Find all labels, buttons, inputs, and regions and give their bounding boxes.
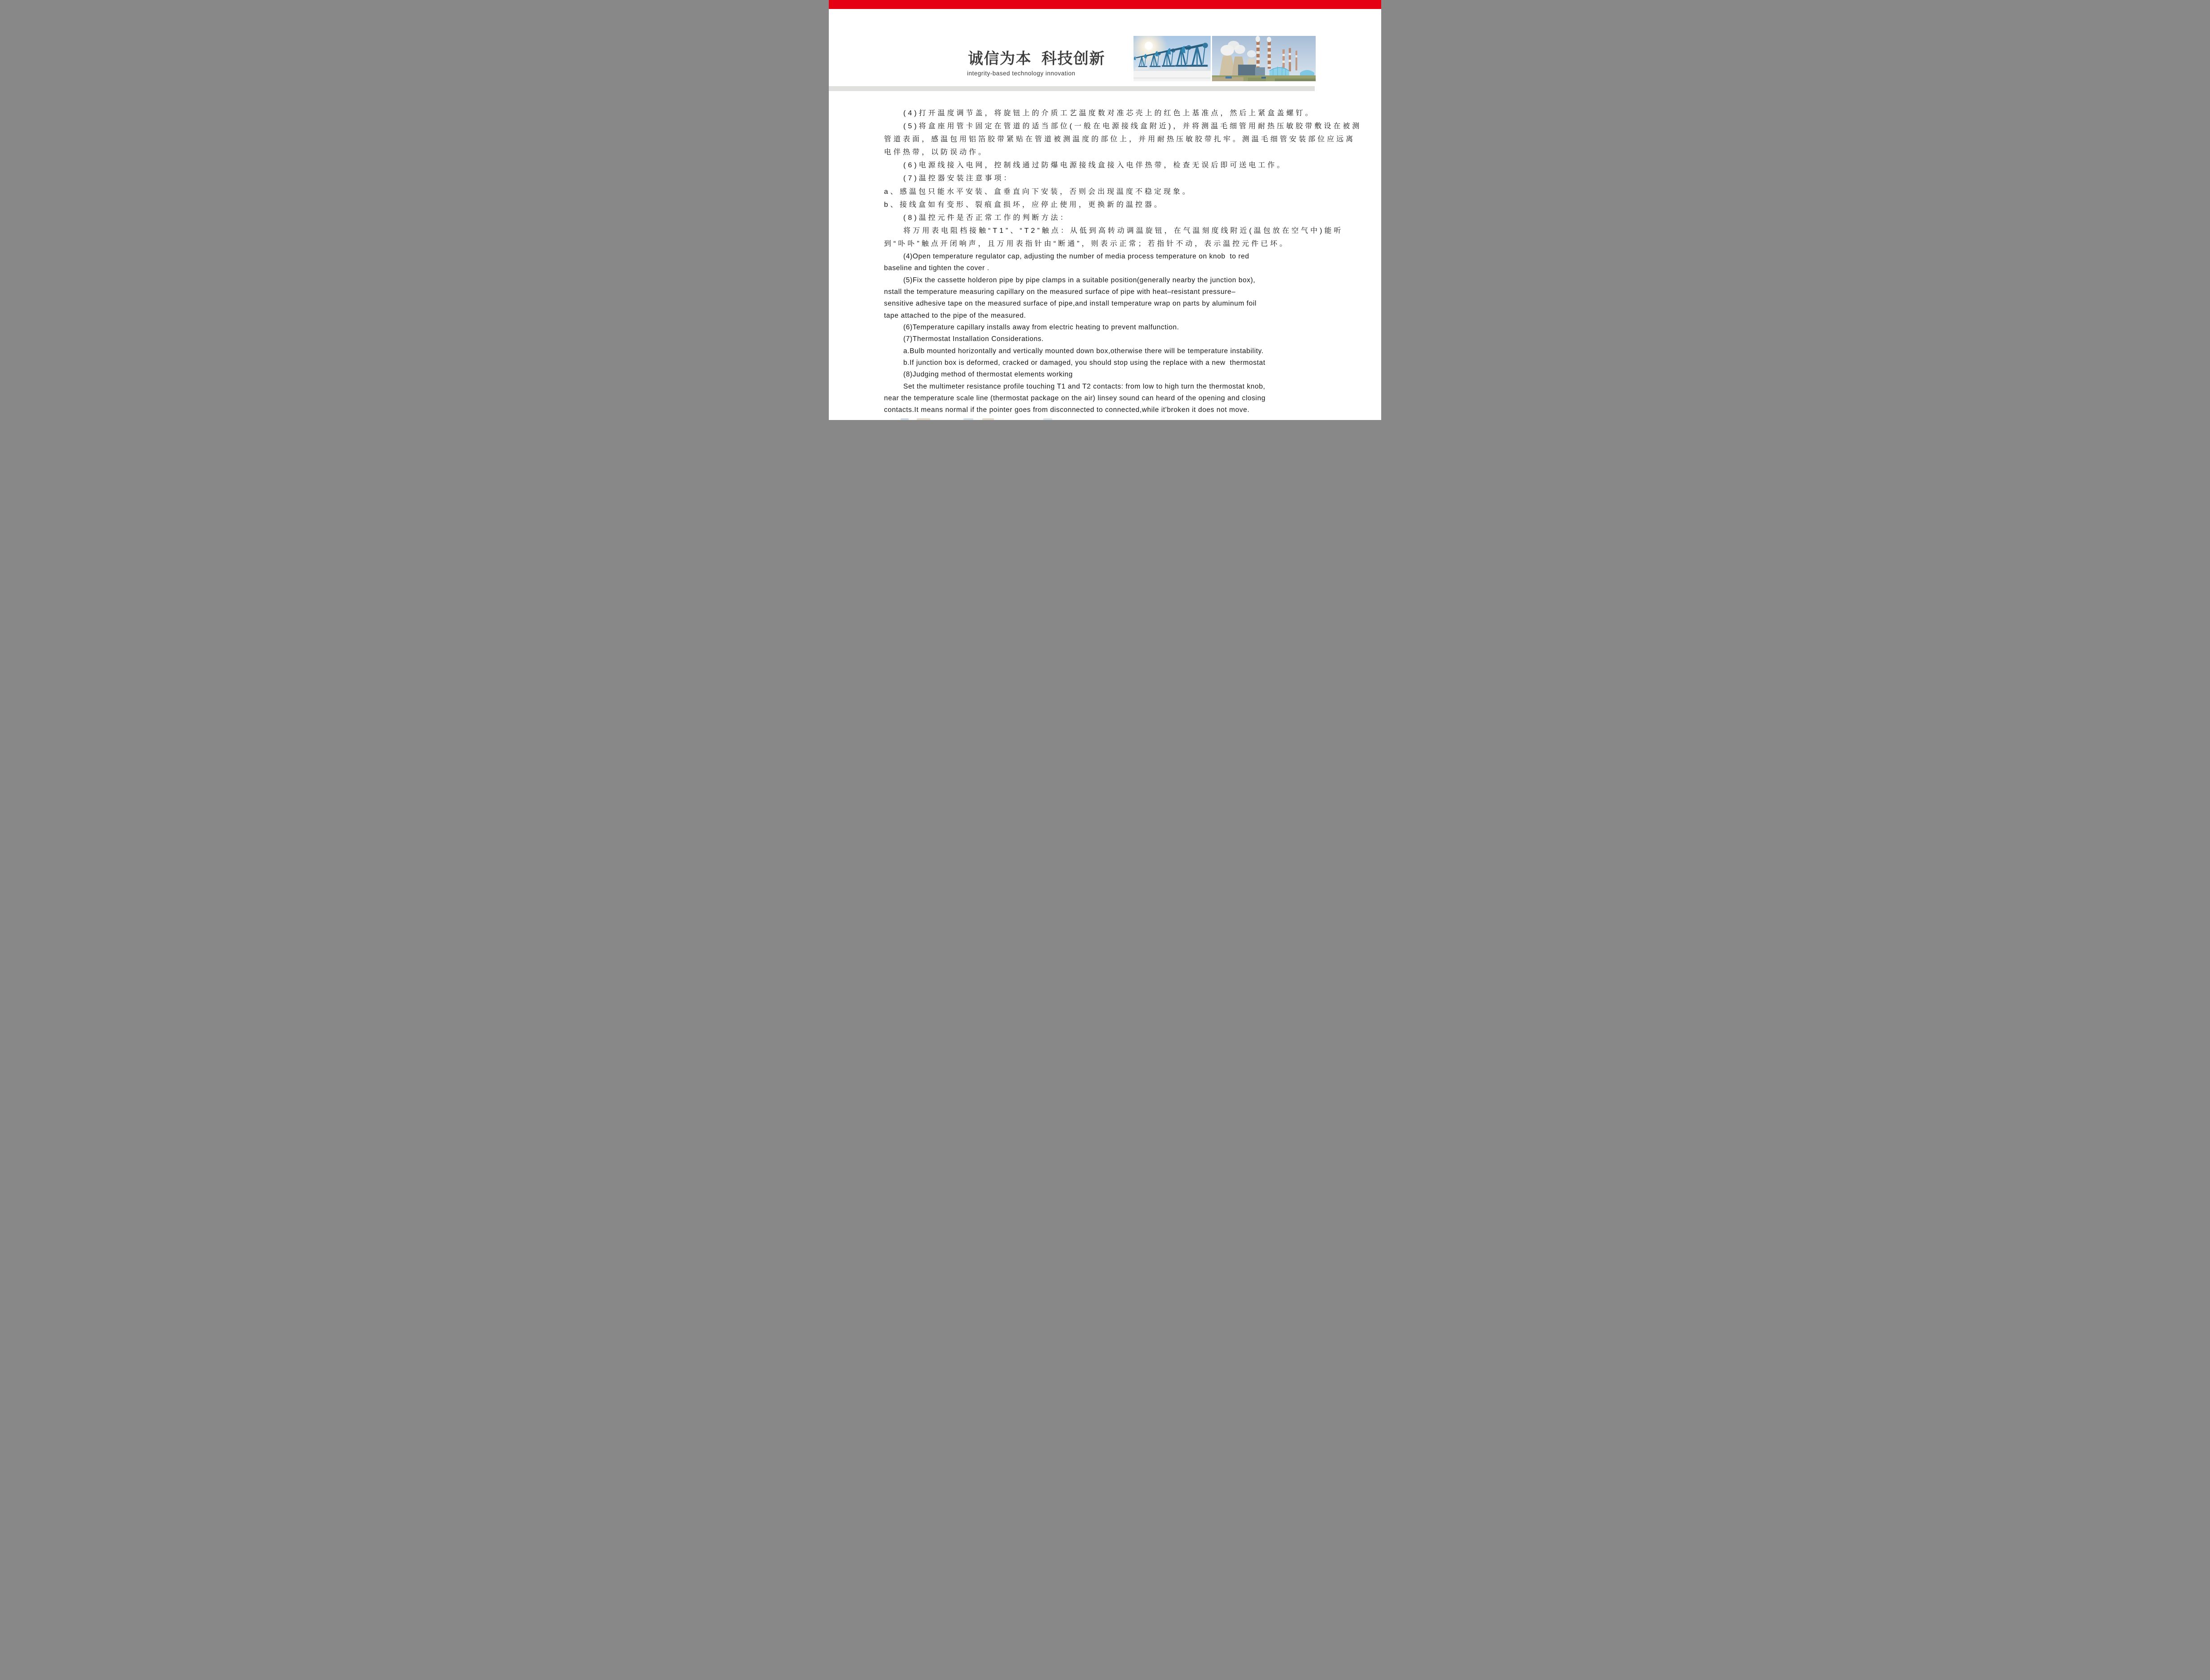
photo-power-plant	[1212, 36, 1316, 81]
text-line: b.If junction box is deformed, cracked or damaged, you should stop using the replace with a new thermostat	[903, 359, 1265, 367]
slogan-english: integrity-based technology innovation	[967, 70, 1076, 77]
text-line: a、感温包只能水平安装、盒垂直向下安装，否则会出现温度不稳定现象。	[884, 188, 1192, 196]
text-line: (5)将盒座用管卡固定在管道的适当部位(一般在电源接线盒附近)，并将测温毛细管用耐热压敏胶带敷设在被测	[903, 122, 1362, 131]
text-line: tape attached to the pipe of the measured.	[884, 311, 1026, 319]
text-line: (7)温控器安装注意事项：	[903, 175, 1013, 183]
text-line: 将万用表电阻档接触“T1”、“T2”触点：从低到高转动调温旋钮，在气温刻度线附近(温包放在空气中)能听	[903, 227, 1344, 235]
text-line: (4)Open temperature regulator cap, adjusting the number of media process temperature on knob to red	[903, 253, 1249, 260]
top-red-bar	[829, 0, 1381, 9]
text-line: (8)Judging method of thermostat elements working	[903, 371, 1073, 379]
text-line: near the temperature scale line (thermostat package on the air) linsey sound can heard of the opening and closing	[884, 394, 1266, 402]
text-line: (5)Fix the cassette holderon pipe by pipe clamps in a suitable position(generally nearby the junction box),	[903, 276, 1256, 284]
text-line: Set the multimeter resistance profile touching T1 and T2 contacts: from low to high turn the thermostat knob,	[903, 382, 1265, 390]
text-line: 电伴热带，以防误动作。	[884, 149, 988, 157]
gray-divider-bar	[829, 86, 1315, 91]
oil-field-illustration	[1133, 36, 1211, 81]
text-line: baseline and tighten the cover .	[884, 264, 989, 272]
text-line: b、接线盒如有变形、裂痕盒损坏，应停止使用，更换新的温控器。	[884, 201, 1164, 209]
photo-oil-pumpjacks	[1133, 36, 1211, 81]
catalog-page	[829, 0, 1381, 420]
text-line: (4)打开温度调节盖，将旋钮上的介质工艺温度数对准芯壳上的红色上基准点，然后上紧盒盖螺钉。	[903, 109, 1315, 117]
slogan-chinese: 诚信为本 科技创新	[968, 50, 1105, 67]
text-line: sensitive adhesive tape on the measured surface of pipe,and install temperature wrap on parts by aluminum foil	[884, 300, 1257, 308]
text-line: (7)Thermostat Installation Considerations.	[903, 335, 1044, 343]
english-paragraphs	[884, 251, 1265, 416]
power-plant-illustration	[1212, 36, 1316, 81]
chinese-paragraphs	[884, 107, 1361, 250]
text-line: (6)电源线接入电网，控制线通过防爆电源接线盒接入电伴热带，检查无误后即可送电工作。	[903, 162, 1287, 170]
text-line: a.Bulb mounted horizontally and vertically mounted down box,otherwise there will be temperature instability.	[903, 347, 1264, 355]
text-line: (8)温控元件是否正常工作的判断方法：	[903, 214, 1070, 222]
text-line: (6)Temperature capillary installs away from electric heating to prevent malfunction.	[903, 324, 1179, 332]
cutoff-bottom-line	[829, 417, 1381, 420]
text-line: contacts.It means normal if the pointer goes from disconnected to connected,while it'broken it does not move.	[884, 406, 1250, 414]
text-line: 管道表面，感温包用铝箔胶带紧贴在管道被测温度的部位上，并用耐热压敏胶带扎牢。测温毛细管安装部位应远离	[884, 136, 1356, 144]
text-line: 到“卟卟”触点开闭响声，且万用表指针由“断通”，则表示正常；若指针不动，表示温控元件已坏。	[884, 240, 1289, 248]
text-line: nstall the temperature measuring capillary on the measured surface of pipe with heat–resistant pressure–	[884, 288, 1236, 296]
